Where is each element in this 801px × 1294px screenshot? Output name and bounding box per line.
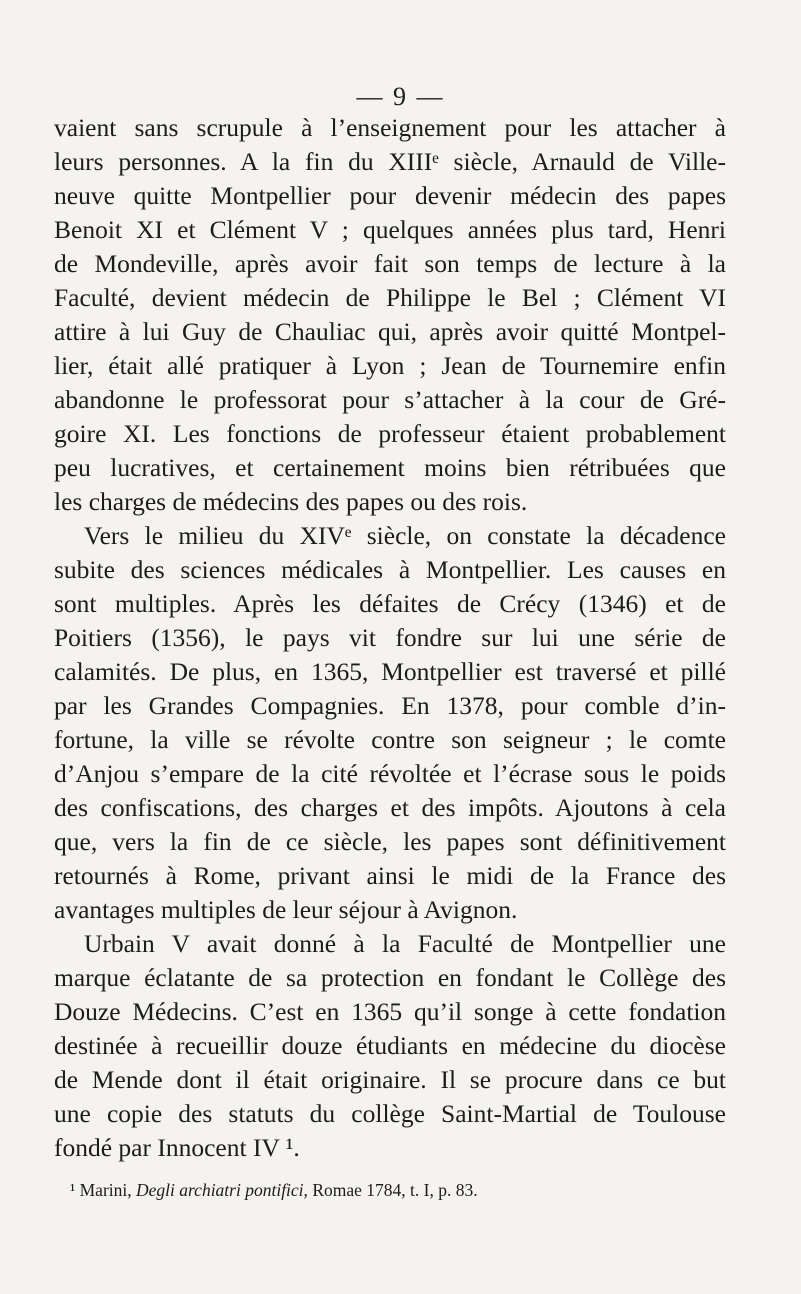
text-line: Douze Médecins. C’est en 1365 qu’il songe à cette fondation xyxy=(54,997,726,1026)
text-line: attire à lui Guy de Chauliac qui, après avoir quitté Montpel- xyxy=(54,317,726,346)
text-line: lier, était allé pratiquer à Lyon ; Jean de Tournemire enfin xyxy=(54,351,726,380)
text-line: Vers le milieu du XIVᵉ siècle, on constate la décadence xyxy=(84,521,726,550)
text-line: les charges de médecins des papes ou des rois. xyxy=(54,487,528,516)
text-line: calamités. De plus, en 1365, Montpellier est traversé et pillé xyxy=(54,657,726,686)
text-line: Benoit XI et Clément V ; quelques années plus tard, Henri xyxy=(54,215,726,244)
footnote xyxy=(70,1178,750,1202)
text-line: fondé par Innocent IV ¹. xyxy=(54,1133,300,1162)
text-line: peu lucratives, et certainement moins bien rétribuées que xyxy=(54,453,726,482)
text-line: goire XI. Les fonctions de professeur étaient probablement xyxy=(54,419,726,448)
text-line: par les Grandes Compagnies. En 1378, pour comble d’in- xyxy=(54,691,726,720)
page-number: — 9 — xyxy=(356,82,445,111)
text-line: Poitiers (1356), le pays vit fondre sur lui une série de xyxy=(54,623,726,652)
text-line: de Mende dont il était originaire. Il se procure dans ce but xyxy=(54,1065,726,1094)
text-line: abandonne le professorat pour s’attacher à la cour de Gré- xyxy=(54,385,726,414)
text-line: d’Anjou s’empare de la cité révoltée et l’écrase sous le poids xyxy=(54,759,726,788)
text-line: vaient sans scrupule à l’enseignement pour les attacher à xyxy=(54,113,726,142)
text-line: des confiscations, des charges et des impôts. Ajoutons à cela xyxy=(54,793,726,822)
text-line: marque éclatante de sa protection en fondant le Collège des xyxy=(54,963,726,992)
text-line: fortune, la ville se révolte contre son seigneur ; le comte xyxy=(54,725,726,754)
text-line: Faculté, devient médecin de Philippe le Bel ; Clément VI xyxy=(54,283,726,312)
footnote-marker: ¹ xyxy=(70,1180,76,1200)
text-line: leurs personnes. A la fin du XIIIᵉ siècle, Arnauld de Ville- xyxy=(54,147,726,176)
footnote-author: Marini, xyxy=(79,1180,132,1200)
footnote-reference: Romae 1784, t. I, p. 83. xyxy=(312,1180,478,1200)
text-line: de Mondeville, après avoir fait son temps de lecture à la xyxy=(54,249,726,278)
text-line: subite des sciences médicales à Montpellier. Les causes en xyxy=(54,555,726,584)
text-line: une copie des statuts du collège Saint-Martial de Toulouse xyxy=(54,1099,726,1128)
text-line: sont multiples. Après les défaites de Crécy (1346) et de xyxy=(54,589,726,618)
text-line: que, vers la fin de ce siècle, les papes sont définitivement xyxy=(54,827,726,856)
text-line: destinée à recueillir douze étudiants en médecine du diocèse xyxy=(54,1031,726,1060)
footnote-title: Degli archiatri pontifici, xyxy=(136,1180,308,1200)
text-line: Urbain V avait donné à la Faculté de Montpellier une xyxy=(84,929,726,958)
text-line: neuve quitte Montpellier pour devenir médecin des papes xyxy=(54,181,726,210)
text-line: retournés à Rome, privant ainsi le midi de la France des xyxy=(54,861,726,890)
text-line: avantages multiples de leur séjour à Avignon. xyxy=(54,895,518,924)
